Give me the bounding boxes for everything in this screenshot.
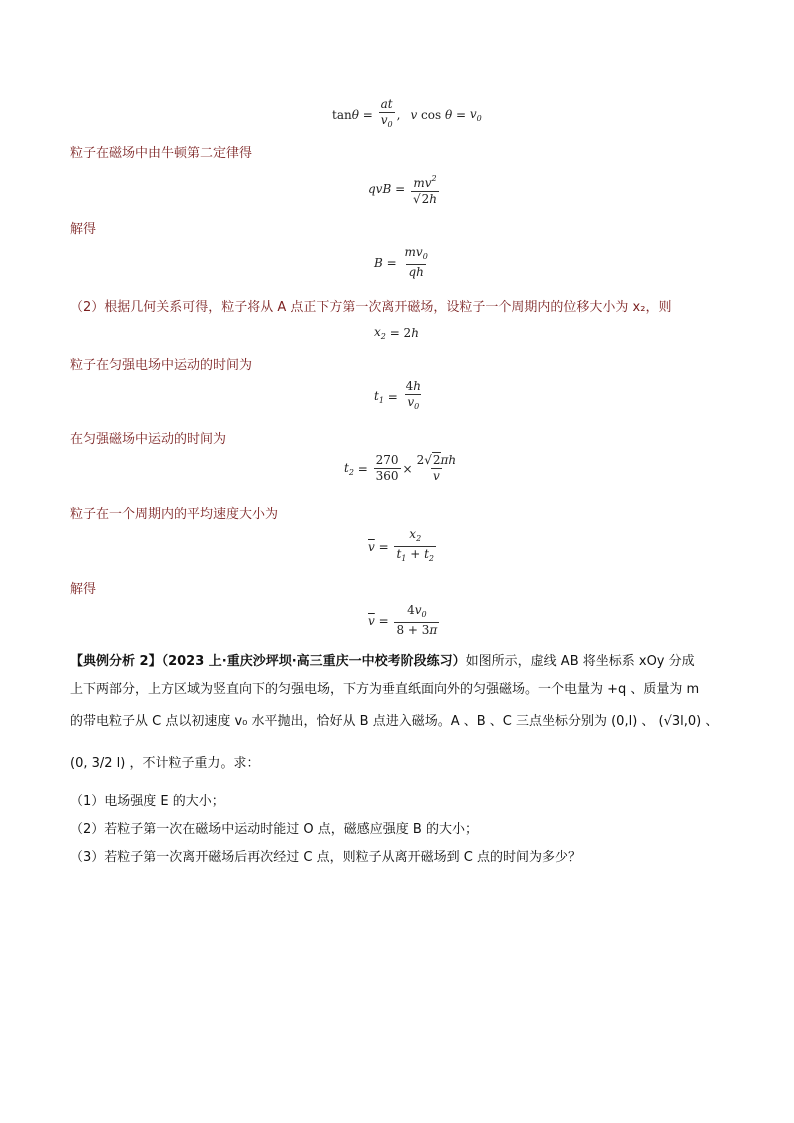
question-2: （2）若粒子第一次在磁场中运动时能过 O 点，磁感应强度 B 的大小； xyxy=(70,822,478,837)
example-line1-rest: 如图所示，虚线 AB 将坐标系 xOy 分成 xyxy=(465,654,695,669)
example-first-line xyxy=(70,650,695,669)
text-t2-intro: 在匀强磁场中运动的时间为 xyxy=(70,432,227,447)
text-newton-intro: 粒子在磁场中由牛顿第二定律得 xyxy=(70,146,253,161)
equation-b: B = $\frac{mv_0}{qh}$ xyxy=(374,245,428,279)
example-line-4: (0, 3/2 l) ，不计粒子重力。求： xyxy=(70,756,260,771)
question-1: （1）电场强度 E 的大小； xyxy=(70,794,225,809)
equation-vavg-2: $\overline{v}$ = $\frac{4v_0}{8 + 3\pi}$ xyxy=(368,603,438,637)
equation-qvb: qvB = $\frac{mv^2}{√2h}$ xyxy=(368,174,437,206)
equation-vavg-1: $\overline{v}$ = $\frac{x_2}{t_1 + t_2}$ xyxy=(368,527,434,563)
example-source: （2023 上·重庆沙坪坝·高三重庆一中校考阶段练习） xyxy=(161,654,466,669)
example-title: 【典例分析 2】 xyxy=(70,654,162,669)
equation-tan-theta: tan θ = $\frac{at}{v_0}$ , v cos θ = $v_0$ xyxy=(332,97,482,129)
equation-x2: $x_2$ = 2 h xyxy=(374,325,419,341)
equation-t2: $t_2$ = $\frac{270}{360}$ × $\frac{2√2\pi h}{v}$ xyxy=(344,453,457,483)
text-jiede-1: 解得 xyxy=(70,222,97,237)
text-jiede-2: 解得 xyxy=(70,582,97,597)
equation-t1: $t_1$ = $\frac{4h}{v_0}$ xyxy=(374,379,421,411)
question-3: （3）若粒子第一次离开磁场后再次经过 C 点，则粒子从离开磁场到 C 点的时间为多少？ xyxy=(70,850,581,865)
text-vavg-intro: 粒子在一个周期内的平均速度大小为 xyxy=(70,507,279,522)
example-line-3: 的带电粒子从 C 点以初速度 v₀ 水平抛出，恰好从 B 点进入磁场。A 、B 、C 三点坐标分别为 (0,l) 、 (√3l,0) 、 xyxy=(70,714,719,729)
text-t1-intro: 粒子在匀强电场中运动的时间为 xyxy=(70,358,253,373)
text-part-2: （2）根据几何关系可得，粒子将从 A 点正下方第一次离开磁场，设粒子一个周期内的位移大小为 x₂，则 xyxy=(70,300,672,315)
example-line-2: 上下两部分，上方区域为竖直向下的匀强电场，下方为垂直纸面向外的匀强磁场。一个电量为 +q 、质量为 m xyxy=(70,682,700,697)
